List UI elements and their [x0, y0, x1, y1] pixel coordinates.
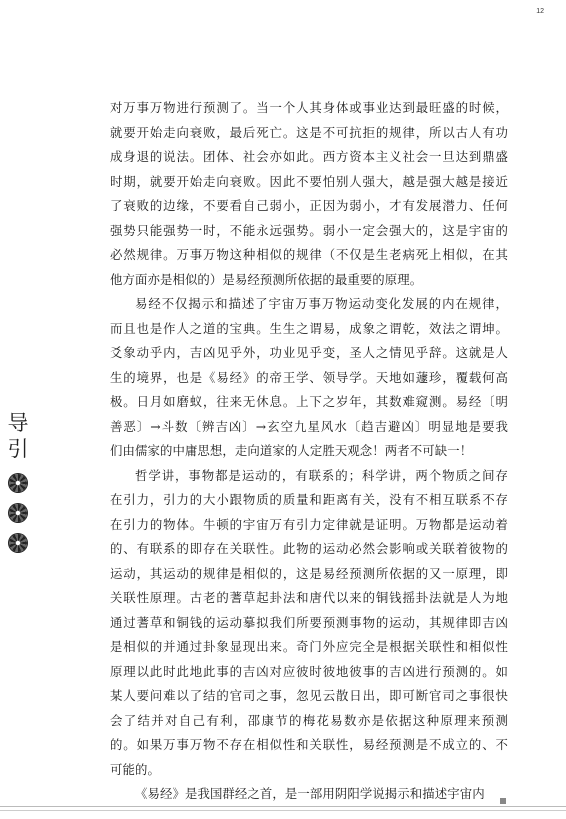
text-line: 生的境界，也是《易经》的帝王学、领导学。天地如蘧珍，覆载何高 [110, 369, 508, 385]
text-line: 在引力的物体。牛顿的宇宙万有引力定律就是证明。万物都是运动着 [110, 516, 508, 532]
text-line: 的、有联系的即存在关联性。此物的运动必然会影响或关联着彼物的 [110, 541, 508, 556]
text-line: 善恶〕→斗数〔辨吉凶〕→玄空九星风水〔趋吉避凶〕明显地是要我 [110, 418, 508, 434]
ornament-icon [9, 504, 27, 522]
text-line: 《易经》是我国群经之首，是一部用阴阳学说揭示和描述宇宙内 [135, 786, 485, 801]
ornament-icon [9, 474, 27, 492]
text-line: 通过蓍草和铜钱的运动摹拟我们所要预测事物的运动，其规律即吉凶 [110, 614, 508, 630]
text-line: 爻象动乎内，吉凶见乎外，功业见乎变，圣人之情见乎辞。这就是人 [110, 345, 508, 360]
text-line: 必然规律。万事万物这种相似的规律（不仅是生老病死上相似，在其 [110, 247, 508, 262]
text-line: 强势只能强势一时，不能永远强势。弱小一定会强大的，这是宇宙的 [110, 222, 508, 238]
side-title-char-1: 导 [7, 411, 29, 435]
text-line: 对万事万物进行预测了。当一个人其身体或事业达到最旺盛的时候， [110, 100, 508, 115]
text-line: 就要开始走向衰败，最后死亡。这是不可抗拒的规律，所以古人有功 [110, 124, 508, 140]
text-line: 在引力，引力的大小跟物质的质量和距离有关，没有不相互联系不存 [110, 492, 508, 507]
text-line: 他方面亦是相似的）是易经预测所依据的最重要的原理。 [110, 271, 423, 287]
text-line: 极。日月如磨蚁，往来无休息。上下之岁年，其数难窥测。易经〔明 [110, 394, 508, 409]
text-line: 原理以此时此地此事的吉凶对应彼时彼地彼事的吉凶进行预测的。如 [110, 663, 508, 679]
text-line: 某人要问难以了结的官司之事，忽见云散日出，即可断官司之事很快 [110, 688, 508, 703]
text-line: 可能的。 [110, 761, 160, 777]
text-line: 的。如果万事万物不存在相似性和关联性，易经预测是不成立的、不 [110, 737, 508, 752]
text-line: 关联性原理。古老的蓍草起卦法和唐代以来的铜钱摇卦法就是人为地 [110, 590, 508, 605]
text-line: 了衰败的边缘，不要看自己弱小，正因为弱小，才有发展潜力、任何 [110, 198, 508, 213]
bottom-rule [0, 810, 566, 811]
text-line: 是相似的并通过卦象显现出来。奇门外应完全是根据关联性和相似性 [110, 639, 508, 654]
text-line: 们由儒家的中庸思想，走向道家的人定胜天观念！两者不可缺一！ [110, 443, 473, 458]
text-line: 而且也是作人之道的宝典。生生之谓易，成象之谓乾，效法之谓坤。 [110, 320, 508, 336]
text-line: 易经不仅揭示和描述了宇宙万事万物运动变化发展的内在规律， [135, 296, 508, 311]
side-title-char-2: 引 [7, 437, 29, 461]
text-line: 成身退的说法。团体、社会亦如此。西方资本主义社会一旦达到鼎盛 [110, 149, 508, 164]
text-line: 时期，就要开始走向衰败。因此不要怕别人强大，越是强大越是接近 [110, 173, 508, 189]
ornament-icon [9, 534, 27, 552]
page-number: 12 [536, 8, 544, 15]
text-line: 会了结并对自己有利，邵康节的梅花易数亦是依据这种原理来预测 [110, 712, 508, 728]
bottom-rule [0, 806, 566, 807]
body-text [110, 96, 508, 807]
text-line: 运动，其运动的规律是相似的，这是易经预测所依据的又一原理，即 [110, 565, 508, 581]
text-line: 哲学讲，事物都是运动的，有联系的；科学讲，两个物质之间存 [135, 467, 508, 483]
side-title [6, 410, 30, 552]
scan-mark [500, 798, 506, 804]
